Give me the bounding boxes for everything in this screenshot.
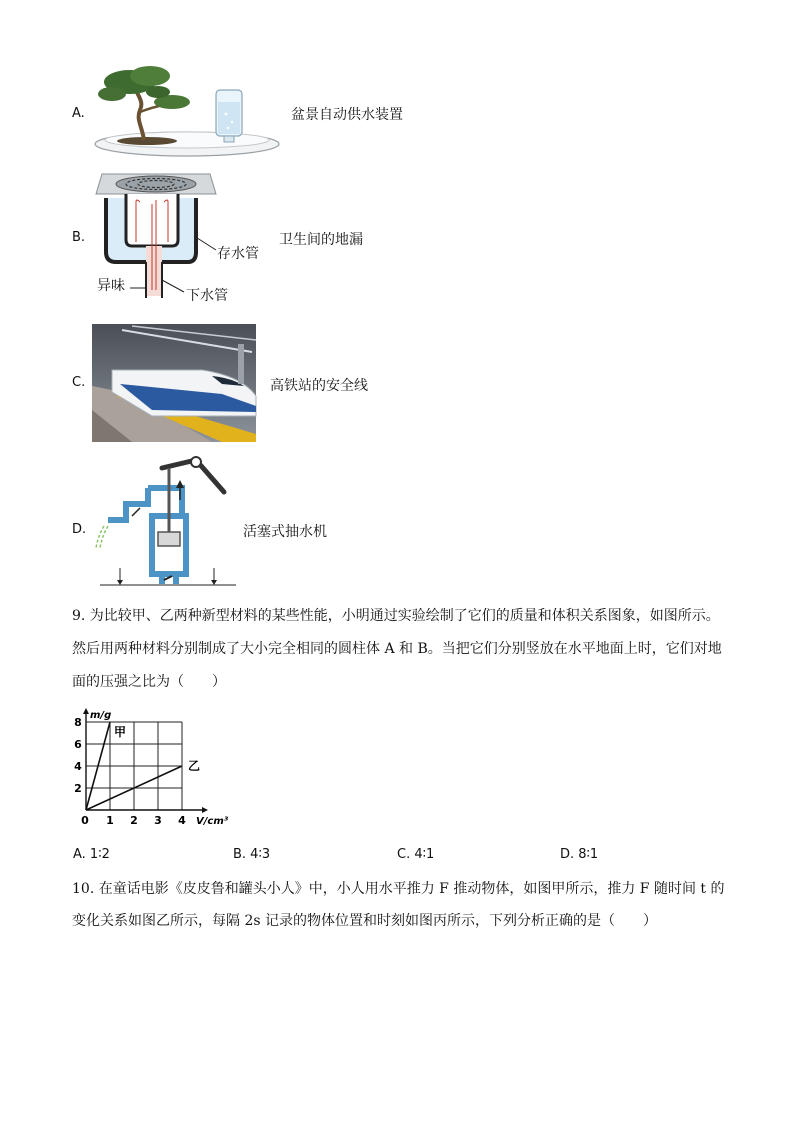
option-c-caption: 高铁站的安全线 <box>270 378 368 394</box>
y-tick-label: 2 <box>74 782 82 795</box>
series-label-jia: 甲 <box>113 725 127 739</box>
y-axis-label: m/g <box>90 710 112 721</box>
drain-pipe-label: 下水管 <box>186 288 228 304</box>
mass-volume-chart <box>70 704 229 830</box>
q9-line-2: 然后用两种材料分别制成了大小完全相同的圆柱体 A 和 B。当把它们分别竖放在水平地面上时，它们对地 <box>72 641 722 657</box>
piston-pump-figure <box>92 456 236 588</box>
y-tick-label: 6 <box>74 738 82 751</box>
chart-grid <box>86 722 182 810</box>
q10-line-2: 变化关系如图乙所示，每隔 2s 记录的物体位置和时刻如图丙所示，下列分析正确的是（ ） <box>72 913 657 929</box>
x-tick-label: 1 <box>106 814 114 827</box>
option-d-letter: D. <box>72 522 87 537</box>
x-tick-label: 4 <box>178 814 186 827</box>
option-b-letter: B. <box>72 230 86 245</box>
y-axis-arrow <box>83 708 89 714</box>
storage-pipe-label: 存水管 <box>217 246 259 262</box>
option-a-letter: A. <box>72 106 85 121</box>
q9-choice-a[interactable]: A. 1∶2 <box>73 847 110 862</box>
x-tick-label: 2 <box>130 814 138 827</box>
x-axis-label: V/cm³ <box>196 816 229 827</box>
high-speed-rail-photo <box>92 324 256 442</box>
bonsai-water-supply-figure <box>92 62 282 160</box>
q9-line-3: 面的压强之比为（ ） <box>72 674 226 690</box>
option-b-caption: 卫生间的地漏 <box>279 232 363 248</box>
option-a-caption: 盆景自动供水装置 <box>291 107 403 123</box>
y-tick-label: 4 <box>74 760 82 773</box>
odor-label: 异味 <box>97 278 125 294</box>
option-d-caption: 活塞式抽水机 <box>243 524 327 540</box>
q9-choice-c[interactable]: C. 4∶1 <box>397 847 435 862</box>
x-tick-label: 0 <box>81 814 89 827</box>
q9-choice-d[interactable]: D. 8∶1 <box>560 847 599 862</box>
y-tick-label: 8 <box>74 716 82 729</box>
q9-line-1: 9. 为比较甲、乙两种新型材料的某些性能，小明通过实验绘制了它们的质量和体积关系图象，如图所示。 <box>72 608 720 624</box>
x-tick-label: 3 <box>154 814 162 827</box>
q9-choice-b[interactable]: B. 4∶3 <box>233 847 271 862</box>
q10-line-1: 10. 在童话电影《皮皮鲁和罐头小人》中，小人用水平推力 F 推动物体，如图甲所示，推力 F 随时间 t 的 <box>72 881 725 897</box>
x-axis-arrow <box>202 807 208 813</box>
option-c-letter: C. <box>72 375 86 390</box>
series-label-yi: 乙 <box>187 759 201 773</box>
